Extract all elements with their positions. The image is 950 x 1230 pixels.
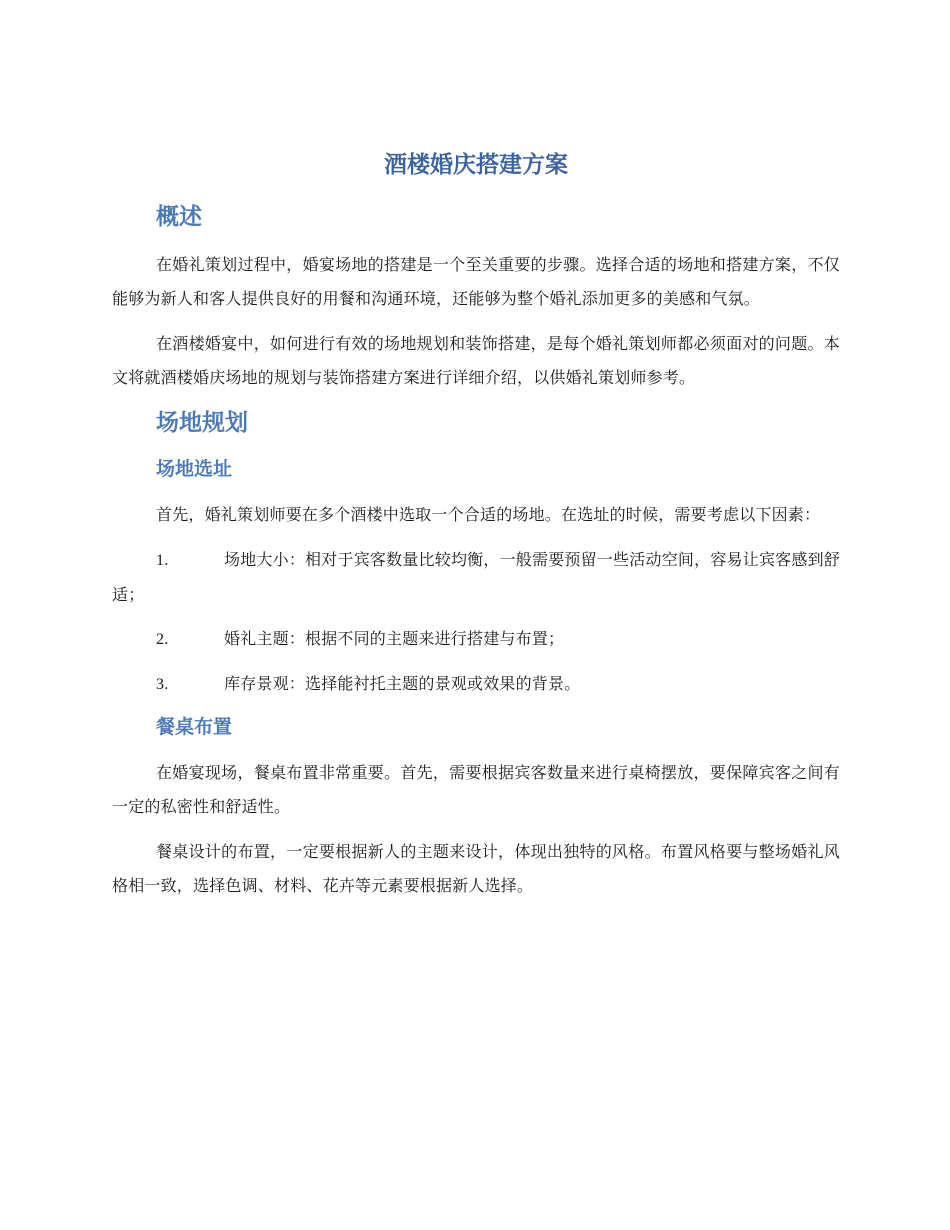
list-item: [112, 667, 840, 702]
list-item: [112, 622, 840, 657]
list-item: [112, 543, 840, 612]
site-intro-paragraph: 首先，婚礼策划师要在多个酒楼中选取一个合适的场地。在选址的时候，需要考虑以下因素：: [156, 505, 821, 524]
overview-paragraph-1: 在婚礼策划过程中，婚宴场地的搭建是一个至关重要的步骤。选择合适的场地和搭建方案，不仅能够为新人和客人提供良好的用餐和沟通环境，还能够为整个婚礼添加更多的美感和气氛。: [112, 255, 840, 308]
list-item-number: 2.: [156, 631, 169, 648]
tables-paragraph-2: 餐桌设计的布置，一定要根据新人的主题来设计，体现出独特的风格。布置风格要与整场婚礼风格相一致，选择色调、材料、花卉等元素要根据新人选择。: [112, 842, 840, 895]
overview-paragraph-2: 在酒楼婚宴中，如何进行有效的场地规划和装饰搭建，是每个婚礼策划师都必须面对的问题。本文将就酒楼婚庆场地的规划与装饰搭建方案进行详细介绍，以供婚礼策划师参考。: [112, 334, 840, 387]
list-item-text: 场地大小：相对于宾客数量比较均衡，一般需要预留一些活动空间，容易让宾客感到舒适；: [112, 550, 840, 604]
list-item-text: 婚礼主题：根据不同的主题来进行搭建与布置；: [224, 629, 565, 648]
section-heading-planning: 场地规划: [156, 410, 248, 436]
site-factors-list: [112, 543, 840, 702]
subsection-heading-site: 场地选址: [156, 458, 233, 480]
list-item-number: 3.: [156, 676, 169, 693]
document-page: [112, 148, 840, 914]
section-heading-overview: 概述: [156, 204, 202, 230]
tables-paragraph-1: 在婚宴现场，餐桌布置非常重要。首先，需要根据宾客数量来进行桌椅摆放，要保障宾客之间有一定的私密性和舒适性。: [112, 763, 840, 816]
document-title: 酒楼婚庆搭建方案: [384, 152, 568, 178]
list-item-number: 1.: [156, 552, 169, 569]
list-item-text: 库存景观：选择能衬托主题的景观或效果的背景。: [224, 674, 581, 693]
subsection-heading-tables: 餐桌布置: [156, 716, 233, 738]
